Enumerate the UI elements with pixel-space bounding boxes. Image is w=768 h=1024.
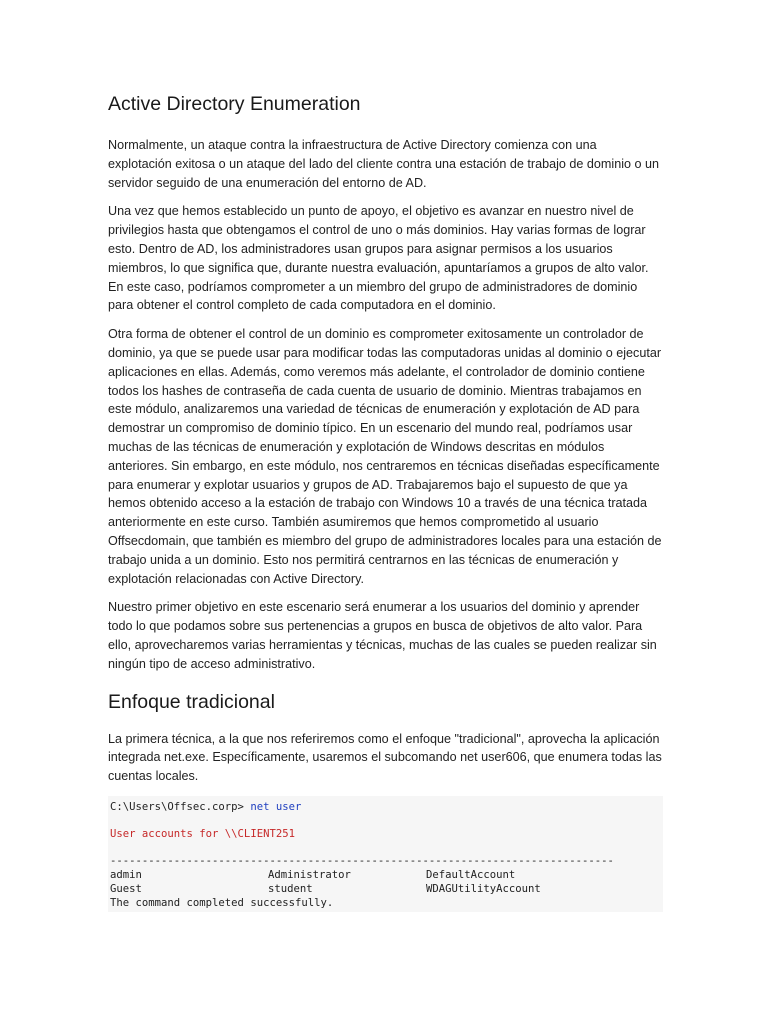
code-cell: Guest: [110, 882, 142, 895]
paragraph-traditional: La primera técnica, a la que nos referiremos como el enfoque "tradicional", aprovecha la aplicación integrada net.exe. Específicamente, usaremos el subcomando net user606, que enumera todas las cuentas locales.: [108, 731, 662, 784]
code-header: User accounts for \\CLIENT251: [110, 827, 295, 840]
paragraph-intro: Normalmente, un ataque contra la infraestructura de Active Directory comienza con una explotación exitosa o un ataque del lado del cliente contra una estación de trabajo de dominio o un servidor seguido de una enumeración del entorno de AD.: [108, 138, 660, 190]
code-cell: student: [268, 882, 313, 895]
code-command-line: [110, 800, 661, 814]
code-row: [110, 868, 661, 882]
code-prompt: C:\Users\Offsec.corp>: [110, 800, 251, 813]
paragraph-domain-controller: Otra forma de obtener el control de un dominio es comprometer exitosamente un controlador de dominio, ya que se puede usar para modificar todas las computadoras unidas al dominio o ejecutar aplicaciones en ellas. Además, como veremos más adelante, el controlador de dominio contiene todos los hashes de contraseña de cada cuenta de usuario de dominio. Mientras trabajamos en este módulo, analizaremos una variedad de técnicas de enumeración y explotación de AD para demostrar un compromiso de dominio típico. En un escenario del mundo real, podríamos usar muchas de las técnicas de enumeración y explotación de Windows descritas en módulos anteriores. Sin embargo, en este módulo, nos centraremos en técnicas diseñadas específicamente para enumerar y explotar usuarios y grupos de AD. Trabajaremos bajo el supuesto de que ya hemos obtenido acceso a la estación de trabajo con Windows 10 a través de una técnica tratada anteriormente en este curso. También asumiremos que hemos comprometido al usuario Offsecdomain, que también es miembro del grupo de administradores locales para una estación de trabajo unida a un dominio. Esto nos permitirá centrarnos en las técnicas de enumeración y explotación relacionadas con Active Directory.: [108, 327, 662, 586]
section-heading: Enfoque tradicional: [108, 690, 275, 713]
document-page: [108, 92, 663, 912]
code-cell: admin: [110, 868, 142, 881]
code-cell: Administrator: [268, 868, 351, 881]
code-command: net user: [250, 800, 302, 813]
code-footer: The command completed successfully.: [110, 896, 334, 909]
code-cell: DefaultAccount: [426, 868, 516, 881]
paragraph-first-objective: Nuestro primer objetivo en este escenario será enumerar a los usuarios del dominio y aprender todo lo que podamos sobre sus pertenencias a grupos en busca de objetivos de alto valor. Para ello, aprovecharemos varias herramientas y técnicas, muchas de las cuales se pueden realizar sin ningún tipo de acceso administrativo.: [108, 600, 657, 671]
code-separator: -------------------------------------------------------------------------------: [110, 854, 614, 867]
page-title: Active Directory Enumeration: [108, 93, 361, 115]
code-block: [108, 796, 663, 912]
code-cell: WDAGUtilityAccount: [426, 882, 541, 895]
paragraph-foothold: Una vez que hemos establecido un punto de apoyo, el objetivo es avanzar en nuestro nivel de privilegios hasta que obtengamos el control de uno o más dominios. Hay varias formas de lograr esto. Dentro de AD, los administradores usan grupos para asignar permisos a los usuarios miembros, lo que significa que, durante nuestra evaluación, apuntaríamos a grupos de alto valor. En este caso, podríamos comprometer a un miembro del grupo de administradores de dominio para obtener el control completo de cada computadora en el dominio.: [108, 204, 649, 313]
code-row: [110, 882, 661, 896]
